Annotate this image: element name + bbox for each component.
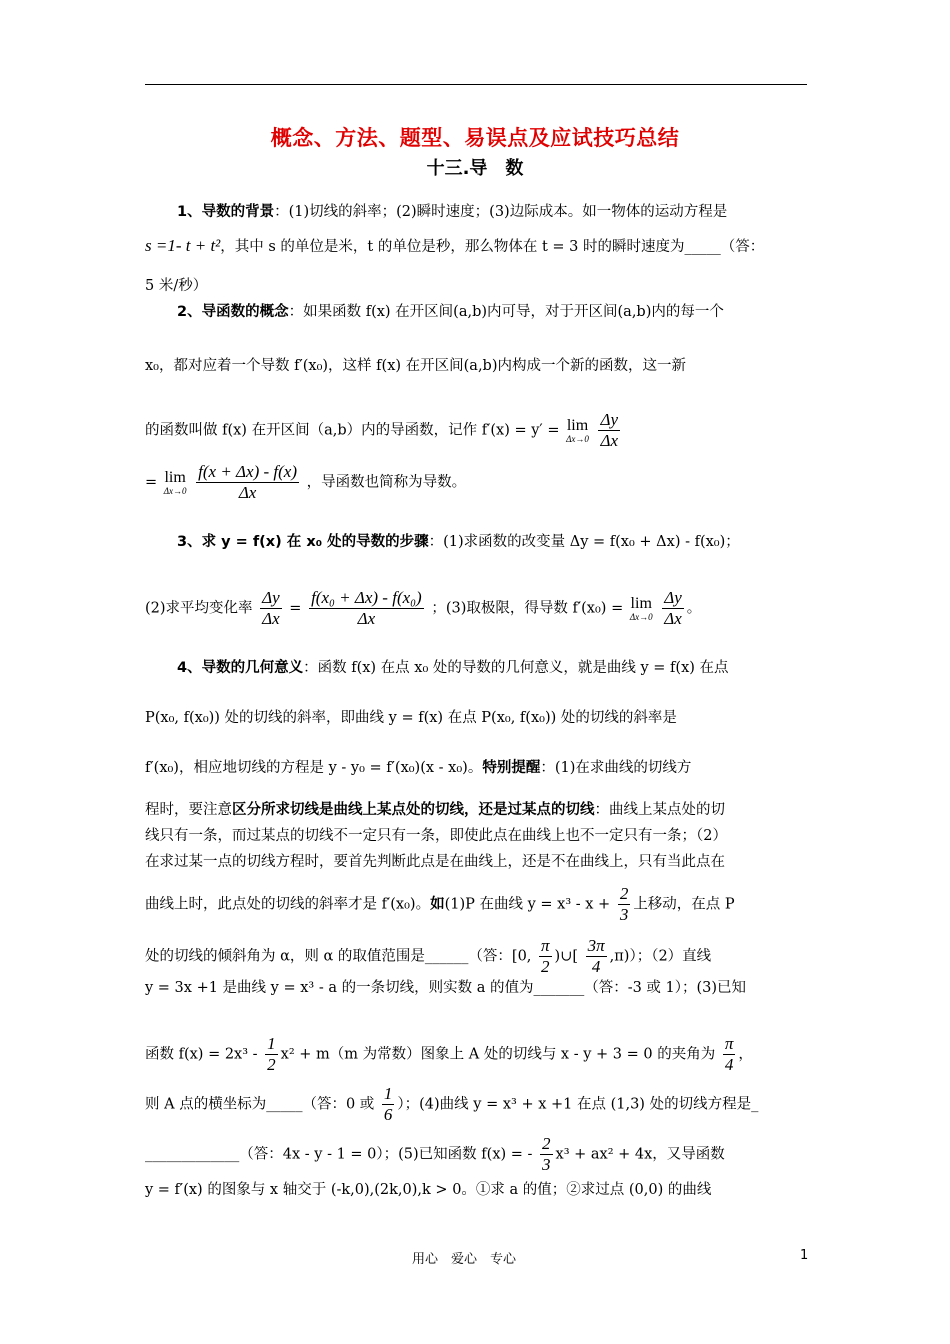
page-number: 1 (800, 1248, 809, 1263)
limit-symbol: lim Δx→0 (163, 468, 187, 496)
fraction-pi-2: $\frac{\pi}{2}$ (541, 936, 550, 976)
fraction-dy-dx: $\frac{\Delta y}{\Delta x}$ (262, 588, 280, 628)
fraction-1-6: $\frac{1}{6}$ (383, 1084, 393, 1124)
p1-line1: 1、导数的背景：(1)切线的斜率；(2)瞬时速度；(3)边际成本。如一物体的运动方程是 (177, 204, 728, 220)
header-rule (145, 84, 807, 85)
fraction-dy-dx: $\frac{\Delta y}{\Delta x}$ (664, 588, 682, 628)
fraction-pi-4: $\frac{\pi}{4}$ (724, 1034, 734, 1074)
section-subtitle: 十三.导 数 (426, 158, 524, 179)
p4-line6: 在求过某一点的切线方程时，要首先判断此点是在曲线上，还是不在曲线上，只有当此点在 (145, 854, 725, 870)
p4-heading: 4、导数的几何意义 (177, 660, 304, 676)
p2-line2: x₀，都对应着一个导数 f′(x₀)，这样 f(x) 在开区间(a,b)内构成一个新的函数，这一新 (145, 358, 686, 374)
p4-line2: P(x₀, f(x₀)) 处的切线的斜率，即曲线 y = f(x) 在点 P(x₀, f(x₀)) 处的切线的斜率是 (145, 710, 677, 726)
p4-line12: _____________（答：4x - y - 1 = 0）；(5)已知函数 f(x) = - $\frac{2}{3}$ x³ + ax² + 4x，又导函数 (145, 1134, 725, 1174)
limit-symbol: lim Δx→0 (629, 594, 653, 622)
p2-line4: = lim Δx→0 $\frac{f(x + \Delta x) - f(x)}{\Delta x}$ ，导函数也简称为导数。 (145, 462, 467, 502)
p4-line7: 曲线上时，此点处的切线的斜率才是 f′(x₀)。如(1)P 在曲线 y = x³ - x + $\frac{2}{3}$ 上移动，在点 P (145, 884, 735, 924)
p4-line9: y = 3x +1 是曲线 y = x³ - a 的一条切线，则实数 a 的值为_______（答：-3 或 1）；(3)已知 (145, 980, 747, 996)
special-reminder: 特别提醒 (482, 760, 541, 776)
fraction-2-3: $\frac{2}{3}$ (619, 884, 629, 924)
emphasis-text: 区分所求切线是曲线上某点处的切线，还是过某点的切线 (232, 802, 595, 818)
fraction-derivative: $\frac{f(x + \Delta x) - f(x)}{\Delta x}$ (198, 462, 297, 502)
p4-line10: 函数 f(x) = 2x³ - $\frac{1}{2}$ x² + m（m 为常数）图象上 A 处的切线与 x - y + 3 = 0 的夹角为 $\frac{\pi}{4}$ ， (145, 1034, 753, 1074)
fraction-1-2: $\frac{1}{2}$ (267, 1034, 276, 1074)
p1-line3: 5 米/秒） (145, 278, 208, 294)
p3-heading: 3、求 y = f(x) 在 x₀ 处的导数的步骤 (177, 534, 429, 550)
p1-line2: s =1- t + t²，其中 s 的单位是米，t 的单位是秒，那么物体在 t = 3 时的瞬时速度为_____（答： (145, 236, 765, 255)
fraction-3pi-4: $\frac{3\pi}{4}$ (587, 936, 605, 976)
p4-line1: 4、导数的几何意义：函数 f(x) 在点 x₀ 处的导数的几何意义，就是曲线 y = f(x) 在点 (177, 660, 729, 676)
p2-line1: 2、导函数的概念：如果函数 f(x) 在开区间(a,b)内可导，对于开区间(a,b)内的每一个 (177, 304, 724, 320)
p4-line8: 处的切线的倾斜角为 α，则 α 的取值范围是______（答：[0, $\frac{\pi}{2}$ )∪[ $\frac{3\pi}{4}$ ,π)）；（2）直线 (145, 936, 712, 976)
page-title: 概念、方法、题型、易误点及应试技巧总结 (270, 126, 680, 150)
p2-line3: 的函数叫做 f(x) 在开区间（a,b）内的导函数，记作 f′(x) = y′ = lim Δx→0 $\frac{\Delta y}{\Delta x}$ (145, 410, 619, 450)
footer-text: 用心 爱心 专心 (412, 1252, 517, 1267)
limit-symbol: lim Δx→0 (566, 416, 589, 444)
p4-line4: 程时，要注意区分所求切线是曲线上某点处的切线，还是过某点的切线：曲线上某点处的切 (145, 802, 725, 818)
p3-line2: (2)求平均变化率 $\frac{\Delta y}{\Delta x}$ = $\frac{\text{f(x₀ + Δx) - f(x₀)}}{\Delta x}$ ；(3)取极限，得导数 f′(x₀) = lim Δx→0 $\frac{\Delta y}{\Delta x}$ 。 (145, 588, 702, 628)
p3-line1: 3、求 y = f(x) 在 x₀ 处的导数的步骤：(1)求函数的改变量 Δy = f(x₀ + Δx) - f(x₀)； (177, 534, 740, 550)
p1-heading: 1、导数的背景 (177, 204, 275, 220)
p4-line5: 线只有一条，而过某点的切线不一定只有一条，即使此点在曲线上也不一定只有一条；（2） (145, 828, 727, 844)
fraction-dy-dx: $\frac{\Delta y}{\Delta x}$ (600, 410, 619, 450)
p4-line11: 则 A 点的横坐标为_____（答：0 或 $\frac{1}{6}$ ）；(4)曲线 y = x³ + x +1 在点 (1,3) 处的切线方程是_ (145, 1084, 759, 1124)
p2-heading: 2、导函数的概念 (177, 304, 289, 320)
p4-line13: y = f′(x) 的图象与 x 轴交于 (-k,0),(2k,0),k > 0。①求 a 的值；②求过点 (0,0) 的曲线 (145, 1182, 712, 1198)
fraction-2-3: $\frac{2}{3}$ (542, 1134, 551, 1174)
fraction-avg-rate: $\frac{\text{f(x₀ + Δx) - f(x₀)}}{\Delta x}$ (311, 588, 422, 628)
p4-line3: f′(x₀)，相应地切线的方程是 y - y₀ = f′(x₀)(x - x₀)。特别提醒：(1)在求曲线的切线方 (145, 760, 692, 776)
